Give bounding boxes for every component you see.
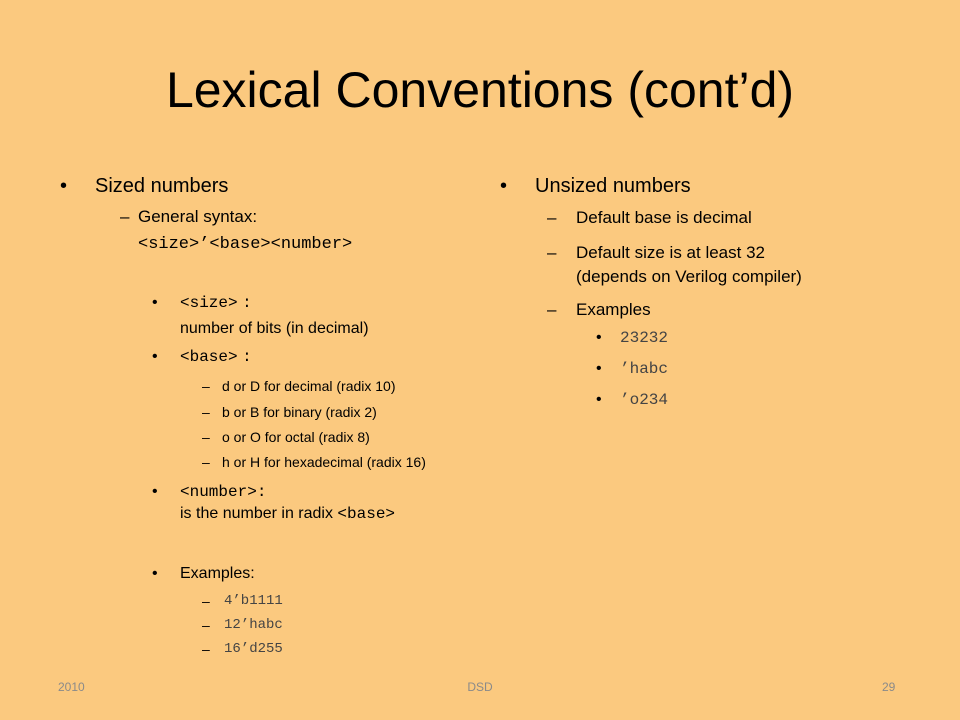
dash-icon: –	[202, 593, 210, 609]
number-colon: :	[256, 483, 267, 501]
bullet-icon: •	[152, 348, 158, 365]
bullet-icon: •	[596, 360, 602, 377]
unsized-item-continuation: (depends on Verilog compiler)	[576, 267, 802, 286]
dash-icon: –	[202, 617, 210, 633]
slide-title: Lexical Conventions (cont’d)	[165, 62, 795, 118]
base-item-hex: h or H for hexadecimal (radix 16)	[222, 454, 426, 470]
unsized-item: Examples	[576, 300, 651, 319]
sized-numbers-heading: Sized numbers	[95, 175, 229, 197]
example-item: 12’habc	[224, 617, 283, 633]
bullet-icon: •	[60, 175, 68, 197]
number-desc-text: is the number in radix	[180, 505, 333, 522]
bullet-icon: •	[596, 329, 602, 346]
base-item-binary: b or B for binary (radix 2)	[222, 404, 377, 420]
bullet-icon: •	[152, 565, 158, 582]
unsized-example: ’o234	[620, 391, 669, 409]
dash-icon: –	[202, 404, 210, 420]
bullet-icon: •	[152, 483, 158, 500]
unsized-item: Default size is at least 32	[576, 243, 765, 262]
size-term	[180, 292, 252, 314]
slide-number: 29	[882, 680, 896, 694]
general-syntax-label: General syntax:	[138, 207, 258, 226]
bullet-icon: •	[152, 294, 158, 311]
dash-icon: –	[202, 378, 210, 394]
general-syntax-code: <size>’<base><number>	[138, 235, 353, 254]
number-desc-code: <base>	[337, 505, 396, 523]
unsized-numbers-heading: Unsized numbers	[535, 175, 691, 197]
size-code: <size>	[180, 294, 238, 312]
unsized-example: ’habc	[620, 360, 669, 378]
dash-icon: –	[202, 454, 210, 470]
examples-label: Examples:	[180, 565, 255, 582]
base-code: <base>	[180, 348, 238, 366]
base-term	[180, 346, 252, 368]
dash-icon: –	[547, 208, 557, 227]
base-colon: :	[242, 348, 252, 366]
number-code: <number>	[180, 483, 257, 501]
footer-year: 2010	[58, 680, 85, 694]
dash-icon: –	[547, 300, 557, 319]
size-description: number of bits (in decimal)	[180, 320, 369, 337]
size-colon: :	[242, 294, 252, 312]
dash-icon: –	[547, 243, 557, 262]
dash-icon: –	[202, 641, 210, 657]
unsized-example: 23232	[620, 329, 669, 347]
number-description	[180, 503, 395, 525]
example-item: 16’d255	[224, 641, 283, 657]
example-item: 4’b1111	[224, 593, 283, 609]
base-item-decimal: d or D for decimal (radix 10)	[222, 378, 396, 394]
dash-icon: –	[120, 207, 130, 226]
footer-course: DSD	[467, 680, 493, 694]
bullet-icon: •	[500, 175, 508, 197]
bullet-icon: •	[596, 391, 602, 408]
base-item-octal: o or O for octal (radix 8)	[222, 429, 370, 445]
dash-icon: –	[202, 429, 210, 445]
number-term	[180, 481, 266, 503]
unsized-item: Default base is decimal	[576, 208, 752, 227]
